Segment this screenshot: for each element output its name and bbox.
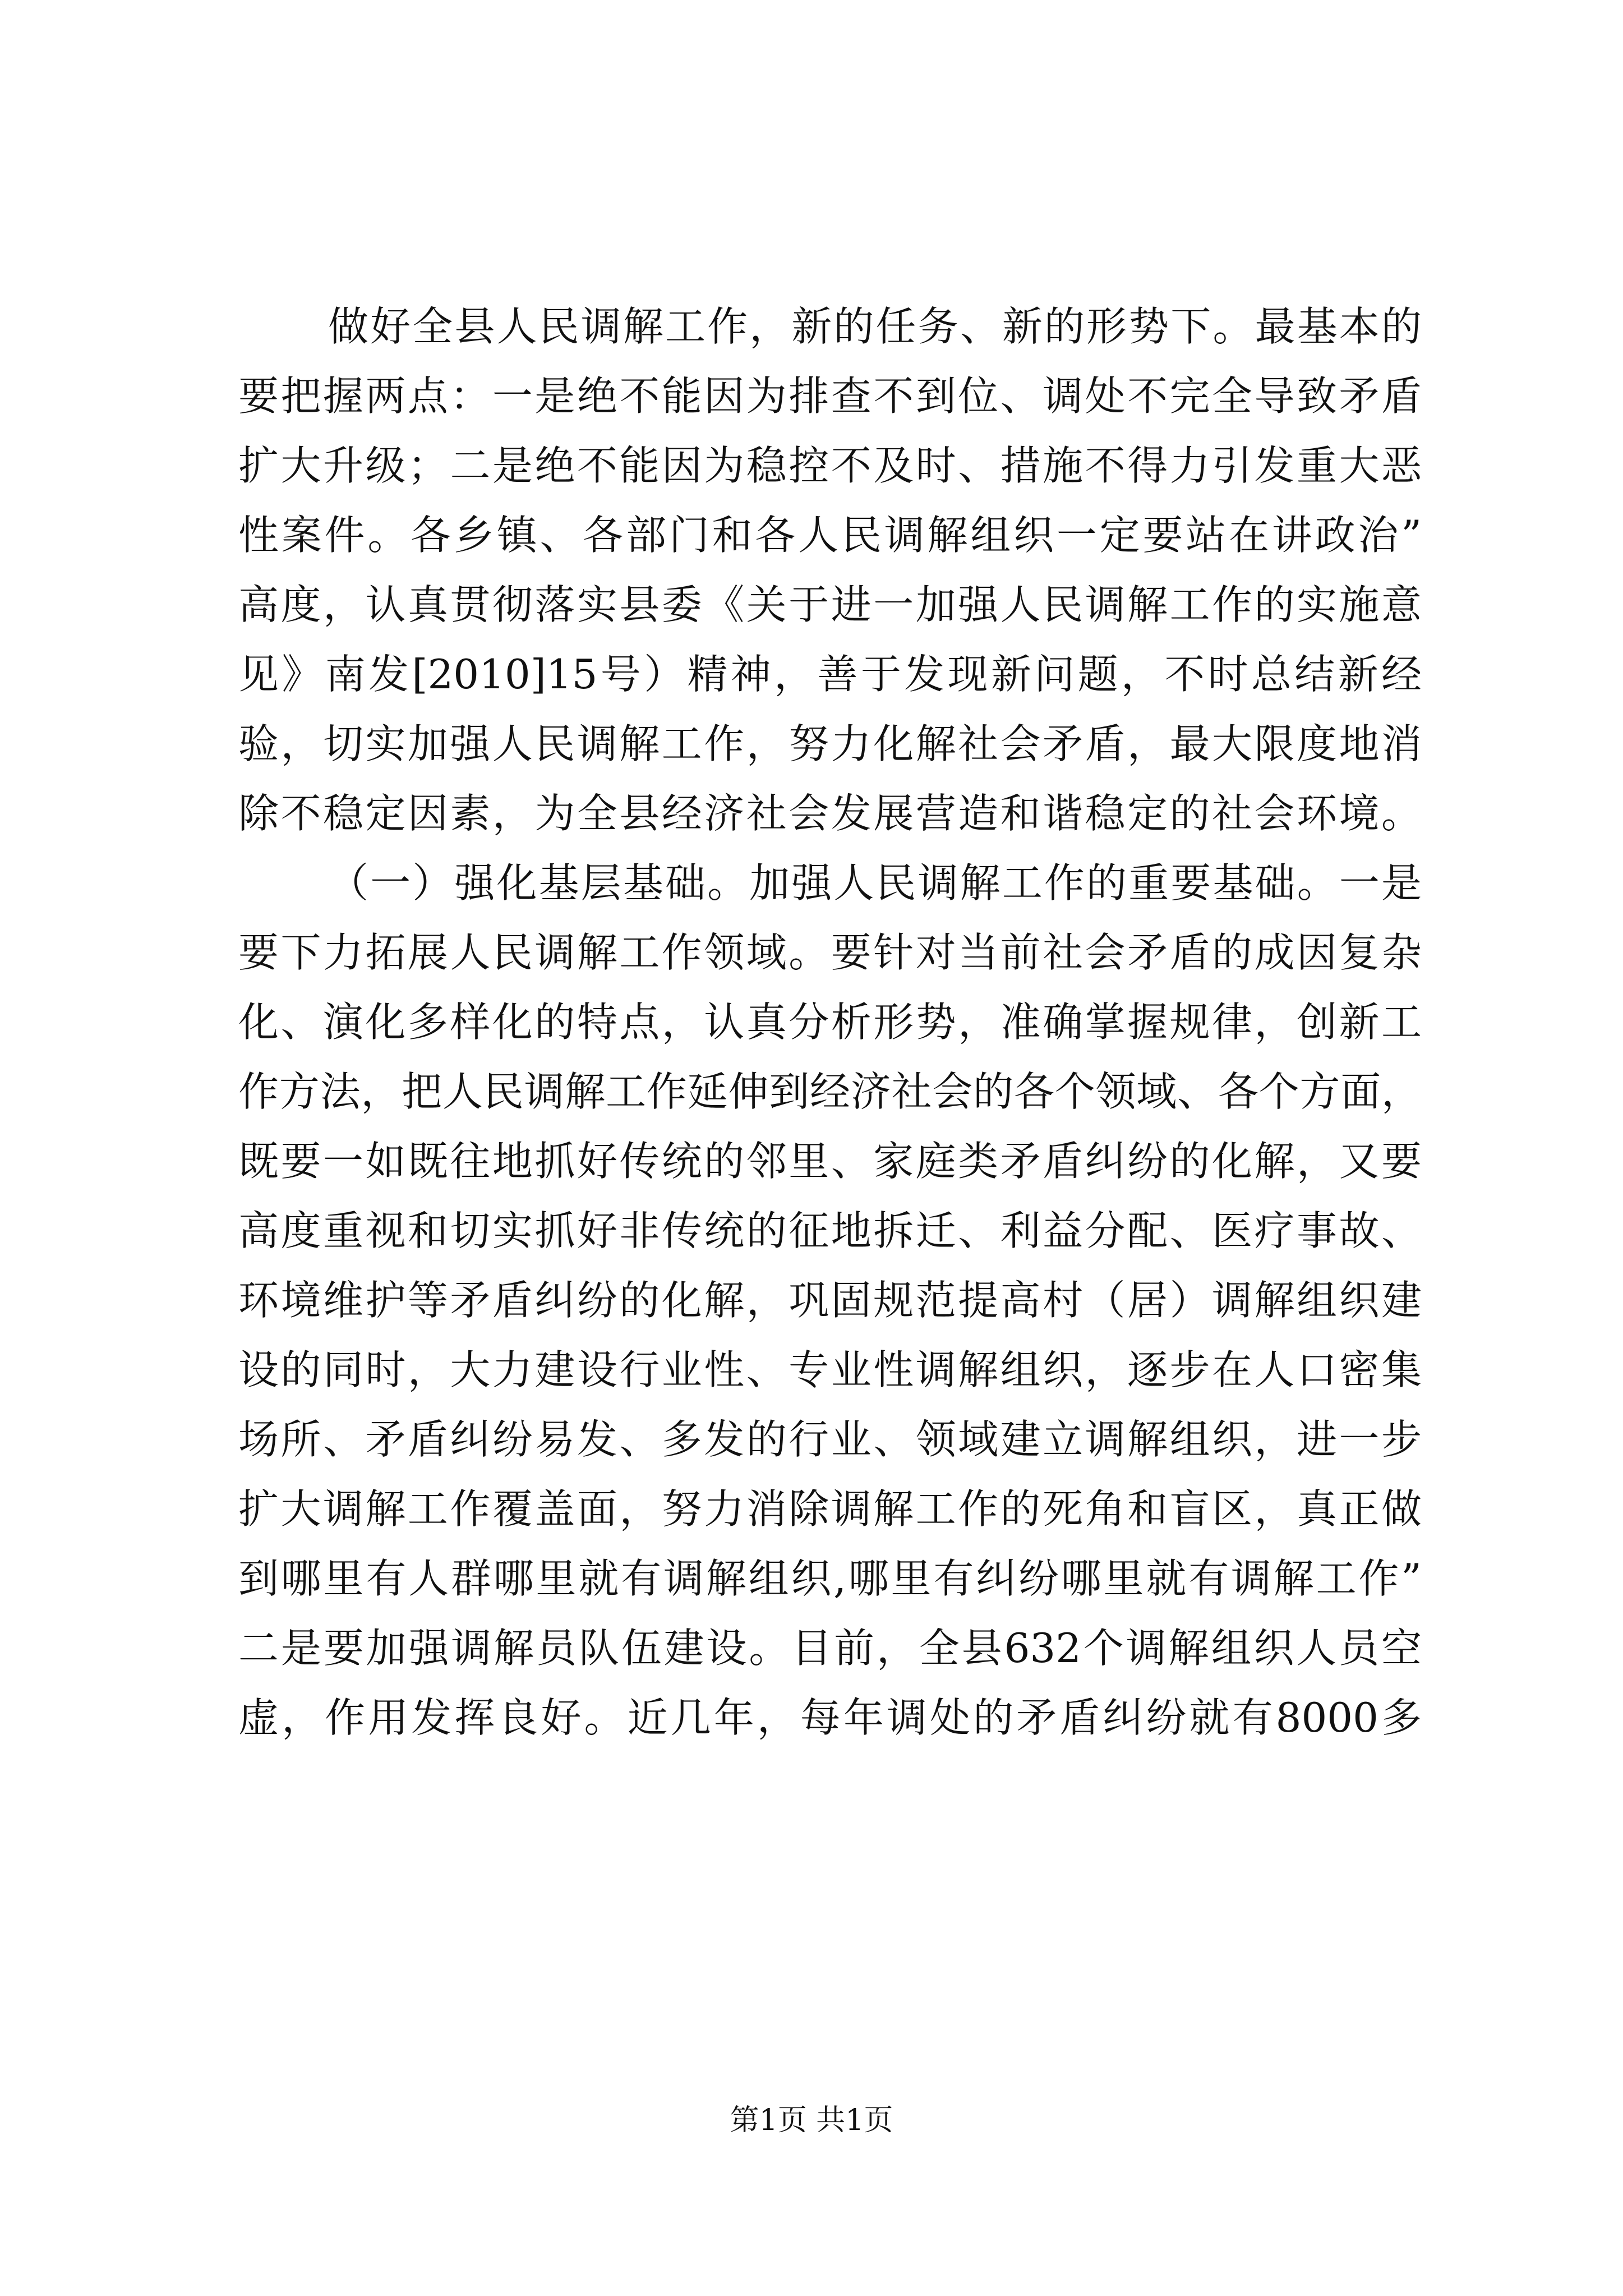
text-line: 要下力拓展人民调解工作领域。要针对当前社会矛盾的成因复杂 <box>238 929 1422 976</box>
text-line: 扩大调解工作覆盖面，努力消除调解工作的死角和盲区，真正做 <box>238 1485 1422 1533</box>
text-line: 场所、矛盾纠纷易发、多发的行业、领域建立调解组织，进一步 <box>238 1416 1422 1463</box>
text-line: 既要一如既往地抓好传统的邻里、家庭类矛盾纠纷的化解，又要 <box>238 1138 1422 1185</box>
text-line: 见》南发[2010]15号）精神，善于发现新问题，不时总结新经 <box>238 651 1422 698</box>
text-line: 到哪里有人群哪里就有调解组织,哪里有纠纷哪里就有调解工作” <box>238 1555 1422 1602</box>
text-line: 高度重视和切实抓好非传统的征地拆迁、利益分配、医疗事故、 <box>238 1207 1422 1254</box>
text-line: （一）强化基层基础。加强人民调解工作的重要基础。一是 <box>328 859 1422 907</box>
document-body <box>238 292 1422 1752</box>
page-footer <box>0 2101 1623 2140</box>
text-line: 做好全县人民调解工作，新的任务、新的形势下。最基本的 <box>328 303 1422 350</box>
text-line: 除不稳定因素，为全县经济社会发展营造和谐稳定的社会环境。 <box>238 790 1422 837</box>
paragraph-1 <box>238 292 1422 848</box>
text-line: 环境维护等矛盾纠纷的化解，巩固规范提高村（居）调解组织建 <box>238 1277 1422 1324</box>
text-line: 虚，作用发挥良好。近几年，每年调处的矛盾纠纷就有8000多 <box>238 1694 1422 1741</box>
text-line: 要把握两点：一是绝不能因为排查不到位、调处不完全导致矛盾 <box>238 372 1422 420</box>
text-line: 验，切实加强人民调解工作，努力化解社会矛盾，最大限度地消 <box>238 720 1422 767</box>
text-line: 高度，认真贯彻落实县委《关于进一加强人民调解工作的实施意 <box>238 581 1422 628</box>
page-number: 第1页 共1页 <box>730 2104 893 2137</box>
text-line: 作方法，把人民调解工作延伸到经济社会的各个领域、各个方面， <box>238 1068 1422 1115</box>
text-line: 性案件。各乡镇、各部门和各人民调解组织一定要站在讲政治” <box>238 512 1422 559</box>
text-line: 设的同时，大力建设行业性、专业性调解组织，逐步在人口密集 <box>238 1346 1422 1393</box>
paragraph-2 <box>238 848 1422 1752</box>
text-line: 二是要加强调解员队伍建设。目前，全县632个调解组织人员空 <box>238 1625 1422 1672</box>
text-line: 扩大升级；二是绝不能因为稳控不及时、措施不得力引发重大恶 <box>238 442 1422 489</box>
text-line: 化、演化多样化的特点，认真分析形势，准确掌握规律，创新工 <box>238 999 1422 1046</box>
